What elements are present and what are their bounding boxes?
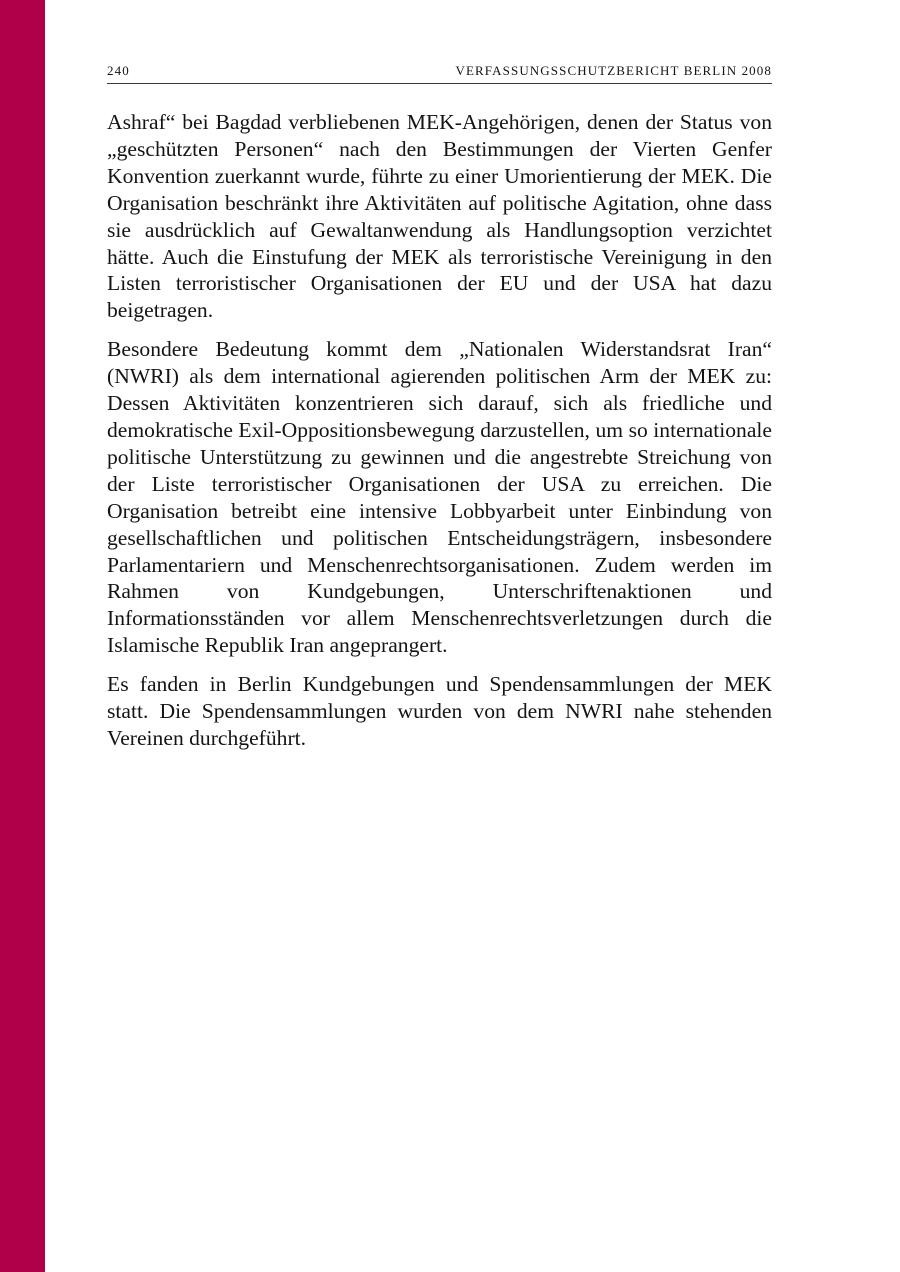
report-title: VERFASSUNGSSCHUTZBERICHT BERLIN 2008 (455, 63, 772, 78)
paragraph-1: Ashraf“ bei Bagdad verbliebenen MEK-Angehörigen, denen der Status von „geschützten Personen“ nach den Bestimmungen der Vierten Genfer Konvention zuerkannt wurde, führte zu einer Umorientierung der MEK. Die Organisation beschränkt ihre Aktivitäten auf politische Agitation, ohne dass sie ausdrücklich auf Gewaltanwendung als Handlungsoption verzichtet hätte. Auch die Einstufung der MEK als terroristische Vereinigung in den Listen terroristischer Organisationen der EU und der USA hat dazu beigetragen. (107, 110, 772, 323)
page-number: 240 (107, 63, 130, 78)
paragraph-2: Besondere Bedeutung kommt dem „Nationalen Widerstandsrat Iran“ (NWRI) als dem international agierenden politischen Arm der MEK zu: Dessen Aktivitäten konzentrieren sich darauf, sich als friedliche und demokratische Exil-Oppositionsbewegung darzustellen, um so internationale politische Unterstützung zu gewinnen und die angestrebte Streichung von der Liste terroristischer Organisationen der USA zu erreichen. Die Organisation betreibt eine intensive Lobbyarbeit unter Einbindung von gesellschaftlichen und politischen Entscheidungsträgern, insbesondere Parlamentariern und Menschenrechtsorganisationen. Zudem werden im Rahmen von Kundgebungen, Unterschriftenaktionen und Informationsständen vor allem Menschenrechtsverletzungen durch die Islamische Republik Iran angeprangert. (107, 337, 772, 658)
decorative-side-bar (0, 0, 45, 1272)
paragraph-3: Es fanden in Berlin Kundgebungen und Spendensammlungen der MEK statt. Die Spendensammlungen wurden von dem NWRI nahe stehenden Vereinen durchgeführt. (107, 672, 772, 750)
running-header (107, 61, 772, 84)
body-text (107, 109, 772, 752)
